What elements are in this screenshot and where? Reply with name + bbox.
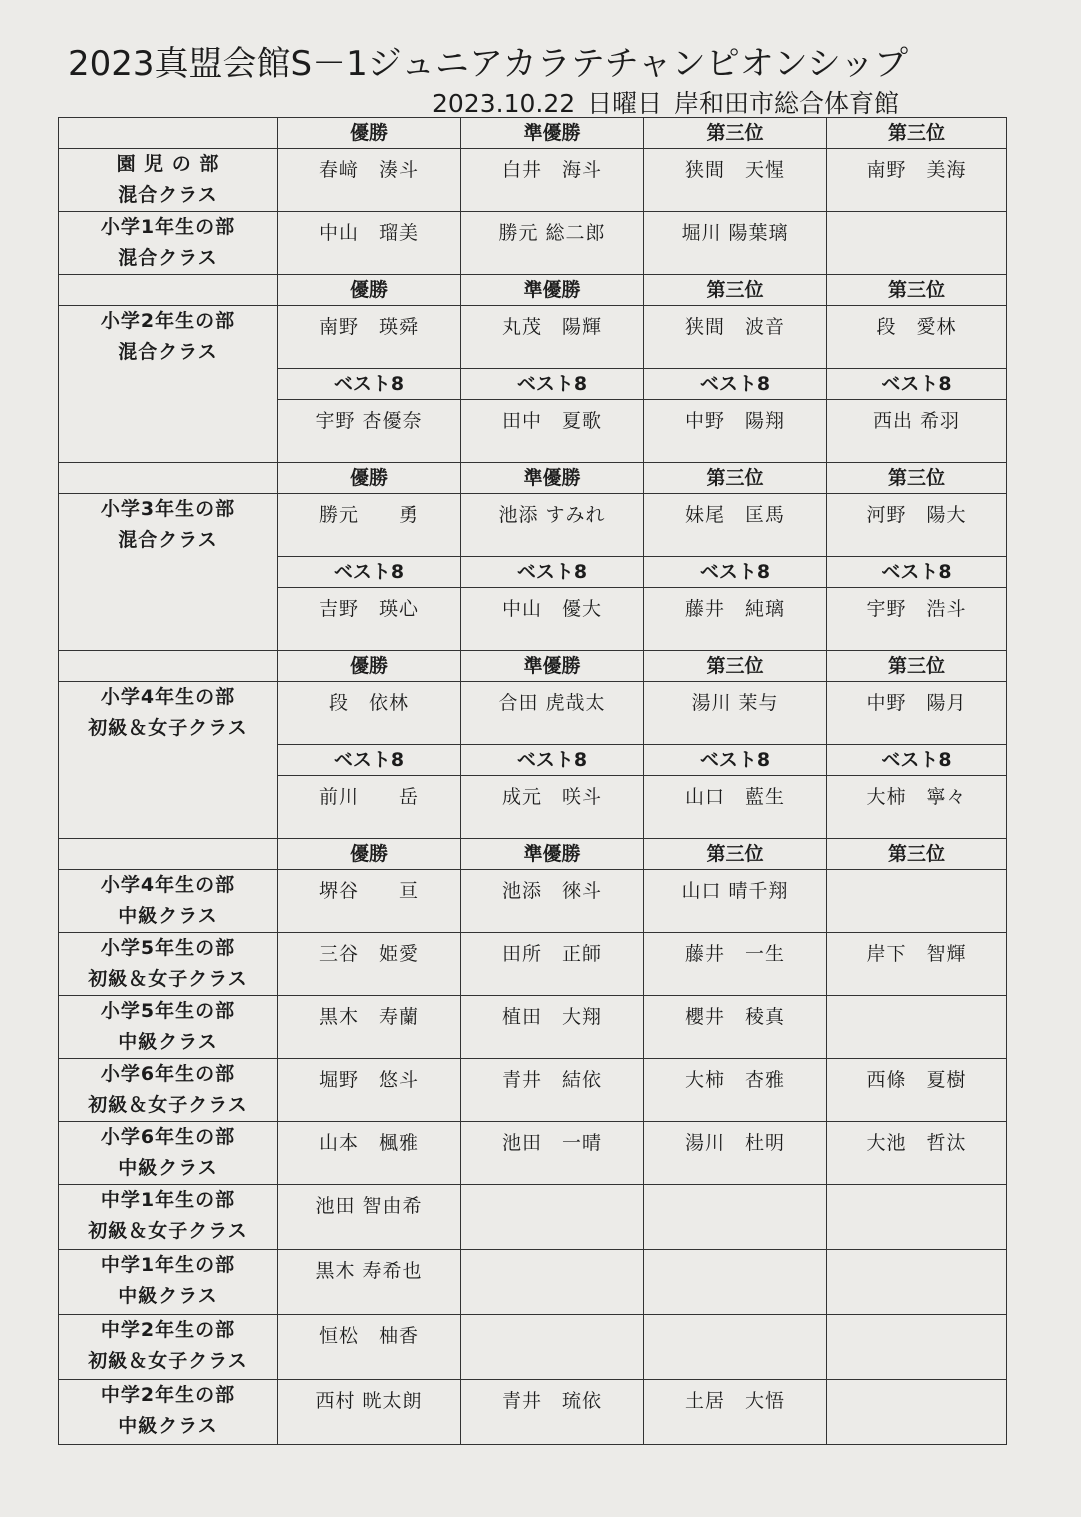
header-third-place: 第三位 bbox=[827, 463, 1007, 494]
winner-name: 三谷 姫愛 bbox=[318, 943, 419, 965]
header-third-place: 第三位 bbox=[644, 651, 827, 682]
best8-name: 田中 夏歌 bbox=[501, 410, 602, 432]
division-label: 小学5年生の部 初級＆女子クラス bbox=[59, 933, 278, 996]
header-runner-up: 準優勝 bbox=[461, 118, 644, 149]
division-label: 中学1年生の部 中級クラス bbox=[59, 1250, 278, 1315]
runner-up-name: 白井 海斗 bbox=[501, 159, 602, 181]
runner-up-name: 合田 虎哉太 bbox=[498, 692, 606, 714]
third-place-name: 中野 陽月 bbox=[866, 692, 967, 714]
best8-name: 中山 優大 bbox=[501, 598, 602, 620]
third-place-name: 段 愛林 bbox=[876, 316, 957, 338]
third-place-name: 岸下 智輝 bbox=[866, 943, 967, 965]
third-place-name: 山口 晴千翔 bbox=[681, 880, 789, 902]
division-label: 小学6年生の部 初級＆女子クラス bbox=[59, 1059, 278, 1122]
table-row bbox=[59, 996, 1007, 1059]
best8-name: 成元 咲斗 bbox=[501, 786, 602, 808]
winner-name: 恒松 柚香 bbox=[318, 1325, 419, 1347]
table-row bbox=[59, 149, 1007, 212]
header-blank bbox=[59, 651, 278, 682]
runner-up-name: 丸茂 陽輝 bbox=[501, 316, 602, 338]
winner-name: 南野 瑛舜 bbox=[318, 316, 419, 338]
header-best8: ベスト8 bbox=[644, 557, 827, 588]
header-row bbox=[59, 839, 1007, 870]
header-blank bbox=[59, 118, 278, 149]
page-title: 2023真盟会館S－1ジュニアカラテチャンピオンシップ bbox=[68, 44, 909, 84]
header-third-place: 第三位 bbox=[827, 651, 1007, 682]
table-row bbox=[59, 1315, 1007, 1380]
header-blank bbox=[59, 839, 278, 870]
table-row bbox=[59, 306, 1007, 369]
division-label: 中学2年生の部 初級＆女子クラス bbox=[59, 1315, 278, 1380]
division-label: 小学6年生の部 中級クラス bbox=[59, 1122, 278, 1185]
runner-up-name: 池添 すみれ bbox=[498, 504, 606, 526]
header-winner: 優勝 bbox=[278, 463, 461, 494]
table-row bbox=[59, 1122, 1007, 1185]
best8-name: 吉野 瑛心 bbox=[318, 598, 419, 620]
winner-name: 黒木 寿希也 bbox=[315, 1260, 423, 1282]
best8-name: 大柿 寧々 bbox=[866, 786, 967, 808]
results-table bbox=[58, 117, 1007, 1445]
header-third-place: 第三位 bbox=[644, 118, 827, 149]
event-date-venue: 2023.10.22 日曜日 岸和田市総合体育館 bbox=[432, 89, 900, 118]
division-label: 小学2年生の部 混合クラス bbox=[59, 306, 278, 463]
header-blank bbox=[59, 275, 278, 306]
runner-up-name: 田所 正師 bbox=[501, 943, 602, 965]
division-label: 小学4年生の部 初級＆女子クラス bbox=[59, 682, 278, 839]
header-third-place: 第三位 bbox=[644, 463, 827, 494]
best8-name: 西出 希羽 bbox=[872, 410, 961, 432]
third-place-name: 南野 美海 bbox=[866, 159, 967, 181]
header-best8: ベスト8 bbox=[644, 369, 827, 400]
table-row bbox=[59, 1059, 1007, 1122]
header-third-place: 第三位 bbox=[644, 839, 827, 870]
runner-up-name: 池添 徠斗 bbox=[501, 880, 602, 902]
header-third-place: 第三位 bbox=[644, 275, 827, 306]
table-row bbox=[59, 870, 1007, 933]
header-best8: ベスト8 bbox=[461, 745, 644, 776]
header-best8: ベスト8 bbox=[278, 369, 461, 400]
header-runner-up: 準優勝 bbox=[461, 839, 644, 870]
header-row bbox=[59, 118, 1007, 149]
header-best8: ベスト8 bbox=[278, 557, 461, 588]
third-place-name: 藤井 一生 bbox=[684, 943, 785, 965]
best8-name: 中野 陽翔 bbox=[684, 410, 785, 432]
third-place-name: 堀川 陽葉璃 bbox=[681, 222, 789, 244]
runner-up-name: 池田 一晴 bbox=[501, 1132, 602, 1154]
table-row bbox=[59, 682, 1007, 745]
winner-name: 山本 楓雅 bbox=[318, 1132, 419, 1154]
third-place-name: 狭間 天惺 bbox=[684, 159, 785, 181]
winner-name: 中山 瑠美 bbox=[318, 222, 419, 244]
best8-name: 宇野 浩斗 bbox=[866, 598, 967, 620]
header-best8: ベスト8 bbox=[461, 369, 644, 400]
best8-name: 前川 岳 bbox=[318, 786, 419, 808]
division-label: 中学1年生の部 初級＆女子クラス bbox=[59, 1185, 278, 1250]
header-runner-up: 準優勝 bbox=[461, 651, 644, 682]
third-place-name: 河野 陽大 bbox=[866, 504, 967, 526]
header-runner-up: 準優勝 bbox=[461, 275, 644, 306]
header-best8: ベスト8 bbox=[461, 557, 644, 588]
table-row bbox=[59, 212, 1007, 275]
header-winner: 優勝 bbox=[278, 275, 461, 306]
header-third-place: 第三位 bbox=[827, 839, 1007, 870]
winner-name: 勝元 勇 bbox=[318, 504, 419, 526]
winner-name: 春﨑 湊斗 bbox=[318, 159, 419, 181]
third-place-name: 西條 夏樹 bbox=[866, 1069, 967, 1091]
third-place-name: 妹尾 匡馬 bbox=[684, 504, 785, 526]
third-place-name: 土居 大悟 bbox=[684, 1390, 785, 1412]
header-winner: 優勝 bbox=[278, 651, 461, 682]
third-place-name: 狭間 波音 bbox=[684, 316, 785, 338]
table-row bbox=[59, 933, 1007, 996]
runner-up-name: 青井 結依 bbox=[501, 1069, 602, 1091]
table-row bbox=[59, 1185, 1007, 1250]
header-third-place: 第三位 bbox=[827, 275, 1007, 306]
third-place-name: 湯川 茉与 bbox=[691, 692, 779, 714]
header-best8: ベスト8 bbox=[827, 557, 1007, 588]
winner-name: 堀野 悠斗 bbox=[318, 1069, 419, 1091]
division-label: 小学5年生の部 中級クラス bbox=[59, 996, 278, 1059]
best8-name: 藤井 純璃 bbox=[684, 598, 785, 620]
table-row bbox=[59, 494, 1007, 557]
third-place-name: 大池 哲汰 bbox=[866, 1132, 967, 1154]
third-place-name: 湯川 杜明 bbox=[684, 1132, 785, 1154]
winner-name: 池田 智由希 bbox=[315, 1195, 423, 1217]
header-best8: ベスト8 bbox=[827, 745, 1007, 776]
winner-name: 堺谷 亘 bbox=[318, 880, 419, 902]
header-blank bbox=[59, 463, 278, 494]
header-best8: ベスト8 bbox=[827, 369, 1007, 400]
third-place-name: 櫻井 稜真 bbox=[684, 1006, 785, 1028]
header-best8: ベスト8 bbox=[644, 745, 827, 776]
division-label: 中学2年生の部 中級クラス bbox=[59, 1380, 278, 1445]
table-row bbox=[59, 1380, 1007, 1445]
winner-name: 段 依林 bbox=[328, 692, 409, 714]
runner-up-name: 植田 大翔 bbox=[501, 1006, 602, 1028]
division-label: 小学4年生の部 中級クラス bbox=[59, 870, 278, 933]
best8-name: 山口 藍生 bbox=[684, 786, 785, 808]
runner-up-name: 青井 琉依 bbox=[501, 1390, 602, 1412]
runner-up-name: 勝元 総二郎 bbox=[498, 222, 606, 244]
header-winner: 優勝 bbox=[278, 118, 461, 149]
header-runner-up: 準優勝 bbox=[461, 463, 644, 494]
division-label: 園 児 の 部 混合クラス bbox=[59, 149, 278, 212]
header-row bbox=[59, 275, 1007, 306]
header-third-place: 第三位 bbox=[827, 118, 1007, 149]
division-label: 小学3年生の部 混合クラス bbox=[59, 494, 278, 651]
table-row bbox=[59, 1250, 1007, 1315]
winner-name: 西村 晄太朗 bbox=[315, 1390, 423, 1412]
header-best8: ベスト8 bbox=[278, 745, 461, 776]
header-winner: 優勝 bbox=[278, 839, 461, 870]
winner-name: 黒木 寿蘭 bbox=[318, 1006, 419, 1028]
division-label: 小学1年生の部 混合クラス bbox=[59, 212, 278, 275]
header-row bbox=[59, 651, 1007, 682]
best8-name: 宇野 杏優奈 bbox=[315, 410, 423, 432]
third-place-name: 大柿 杏雅 bbox=[684, 1069, 785, 1091]
header-row bbox=[59, 463, 1007, 494]
